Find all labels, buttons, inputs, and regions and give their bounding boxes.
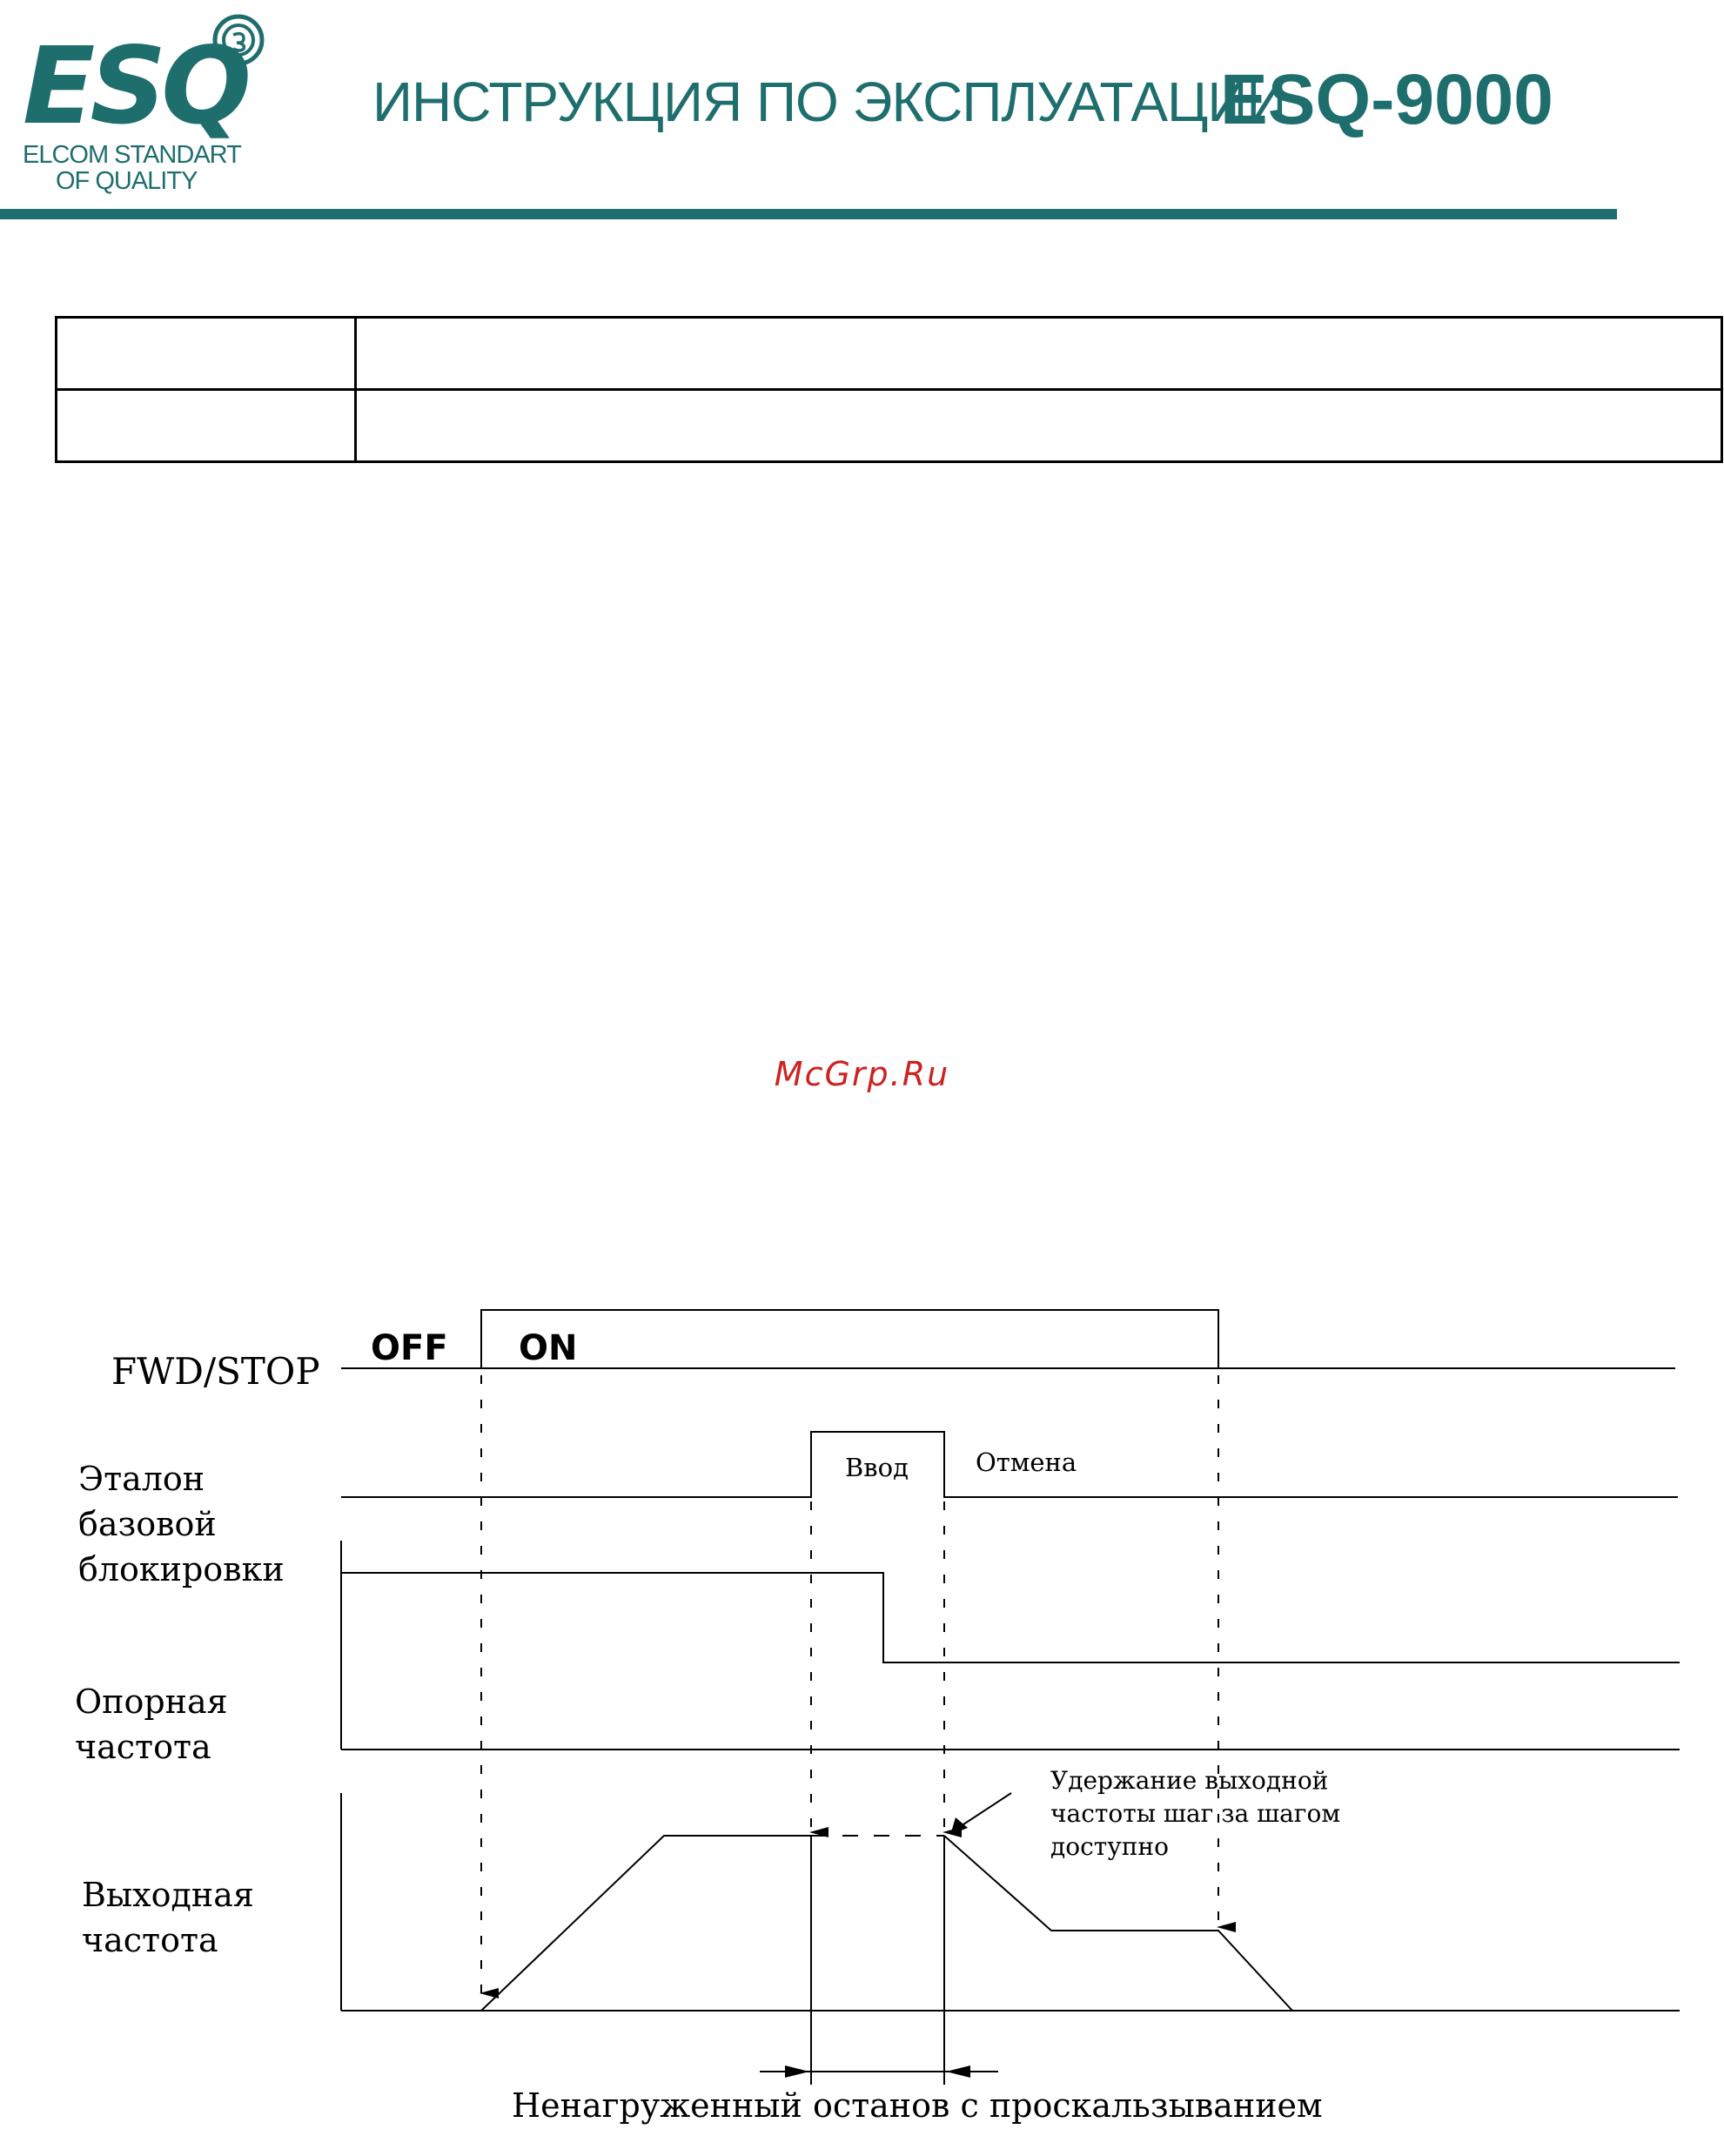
interval-arrow-left-icon — [785, 2065, 809, 2078]
interval-arrow-right-icon — [946, 2065, 970, 2078]
base-block-signal — [78, 1432, 1678, 1588]
hold-annotation-line-3: доступно — [1050, 1832, 1169, 1861]
logo-tagline-line-1: ELCOM STANDART — [23, 141, 241, 169]
base-block-label-line-3: блокировки — [78, 1550, 285, 1588]
fwd-stop-signal — [111, 1310, 1675, 1393]
hold-annotation-line-1: Удержание выходной — [1050, 1766, 1329, 1795]
hold-pointer-arrow-icon — [950, 1817, 968, 1835]
logo-wordmark: ESQ — [23, 24, 246, 148]
fwd-stop-label: FWD/STOP — [111, 1350, 320, 1393]
logo-tagline-line-2: OF QUALITY — [56, 167, 198, 195]
hold-annotation-line-2: частоты шаг за шагом — [1050, 1799, 1341, 1828]
ref-freq-label-line-2: частота — [75, 1728, 211, 1766]
base-block-label-line-2: базовой — [78, 1505, 217, 1543]
state-on-label: ON — [519, 1328, 578, 1368]
diagram-caption: Ненагруженный останов с проскальзыванием — [512, 2086, 1323, 2125]
out-freq-label-line-1: Выходная — [82, 1876, 254, 1914]
document-title: ИНСТРУКЦИЯ ПО ЭКСПЛУАТАЦИИ — [372, 71, 1286, 133]
ref-freq-label-line-1: Опорная — [75, 1682, 228, 1721]
coast-stop-interval — [512, 1837, 1323, 2125]
out-freq-label-line-2: частота — [82, 1921, 218, 1959]
model-name: ESQ-9000 — [1220, 60, 1553, 139]
reference-frequency-signal — [75, 1541, 1680, 1766]
state-off-label: OFF — [371, 1328, 448, 1368]
cancel-pulse-label: Отмена — [976, 1447, 1077, 1477]
output-frequency-signal — [82, 1766, 1680, 2011]
enter-pulse-label: Ввод — [845, 1453, 909, 1482]
base-block-label-line-1: Эталон — [78, 1460, 205, 1498]
watermark-text: McGrp.Ru — [774, 1055, 950, 1093]
